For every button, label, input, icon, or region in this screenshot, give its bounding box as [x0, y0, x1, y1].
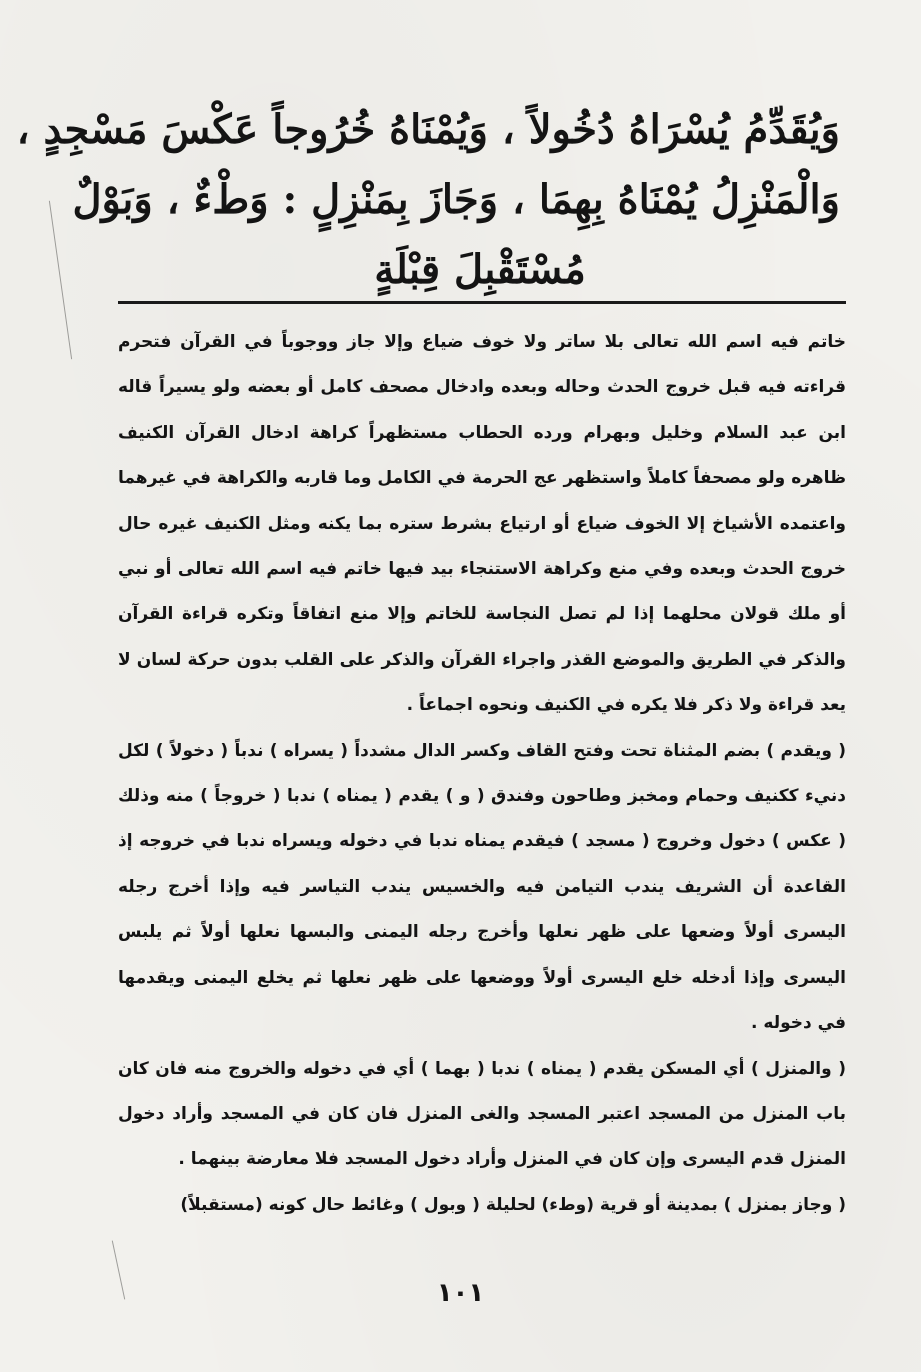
commentary-paragraph-1: خاتم فيه اسم الله تعالى بلا ساتر ولا خوف ضياع وإلا جاز ووجوباً في القرآن فتحرم قراءته فيه قبل خروج الحدث وحاله وبعده وادخال مصحف كامل أو بعضه ولو يسيراً قاله ابن عبد السلام وخليل وبهرام ورده الحطاب مستظهراً كراهة ادخال القرآن الكنيف ظاهره ولو مصحفاً كاملاً واستظهر عج الحرمة في الكامل وما قاربه والكراهة في غيرهما واعتمده الأشياخ إلا الخوف ضياع أو ارتياع بشرط ستره بما يكنه ومثل الكنيف غيره حال خروج الحدث وبعده وفي منع وكراهة الاستنجاء بيد فيها خاتم فيه اسم الله تعالى أو نبي أو ملك قولان محلهما إذا لم تصل النجاسة للخاتم وإلا منع اتفاقاً وتكره قراءة القرآن والذكر في الطريق والموضع القذر واجراء القرآن والذكر على القلب بدون حركة لسان لا يعد قراءة ولا ذكر فلا يكره في الكنيف ونحوه اجماعاً .: [118, 332, 846, 716]
matn-verse: [16, 95, 840, 305]
commentary-paragraph-2: ( ويقدم ) بضم المثناة تحت وفتح القاف وكسر الدال مشدداً ( يسراه ) ندباً ( دخولاً ) لكل دنيء ككنيف وحمام ومخبز وطاحون وفندق ( و ) يقدم ( يمناه ) ندبا ( خروجاً ) منه وذلك ( عكس ) دخول وخروج ( مسجد ) فيقدم يمناه ندبا في دخوله ويسراه ندبا في خروجه إذ القاعدة أن الشريف يندب التيامن فيه والخسيس يندب التياسر فيه وإذا أخرج رجله اليسرى أولاً وضعها على ظهر نعلها وأخرج رجله اليمنى والبسها نعلها أولاً ثم يلبس اليسرى وإذا أدخله خلع اليسرى أولاً ووضعها على ظهر نعلها ثم يخلع اليمنى ويقدمها في دخوله .: [118, 740, 846, 1034]
matn-line-3: مُسْتَقْبِلَ قِبْلَةٍ: [374, 246, 586, 293]
separator-rule: [118, 301, 846, 304]
commentary-paragraph-3: ( والمنزل ) أي المسكن يقدم ( يمناه ) ندبا ( بهما ) أي في دخوله والخروج منه فان كان باب المنزل من المسجد اعتبر المسجد والغى المنزل فان كان في المسجد وأراد دخول المنزل قدم اليسرى وإن كان في المنزل وأراد دخول المسجد فلا معارضة بينهما .: [118, 1058, 846, 1170]
matn-line-1: وَيُقَدِّمُ يُسْرَاهُ دُخُولاً ، وَيُمْنَاهُ خُرُوجاً عَكْسَ مَسْجِدٍ ،: [16, 106, 840, 153]
commentary: [118, 320, 846, 1228]
scan-edge-mark: [49, 201, 72, 360]
page-number: ١٠١: [436, 1278, 485, 1308]
commentary-paragraph-4: ( وجاز بمنزل ) بمدينة أو قرية (وطء) لحليلة ( وبول ) وغائط حال كونه (مستقبلاً): [180, 1194, 846, 1215]
matn-line-2: وَالْمَنْزِلُ يُمْنَاهُ بِهِمَا ، وَجَازَ بِمَنْزِلٍ : وَطْءٌ ، وَبَوْلٌ: [72, 176, 840, 223]
